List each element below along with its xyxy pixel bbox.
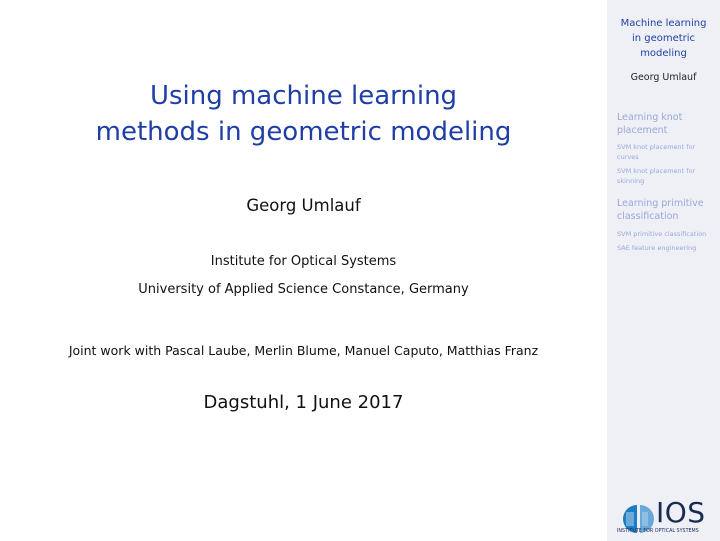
slide-title-line-2: methods in geometric modeling xyxy=(95,117,512,147)
slide-date: Dagstuhl, 1 June 2017 xyxy=(203,392,404,413)
logo-subtitle: INSTITUTE FOR OPTICAL SYSTEMS xyxy=(617,529,699,534)
slide-institute: Institute for Optical Systems xyxy=(210,254,397,269)
sidebar xyxy=(607,0,720,541)
sidebar-subsection-sae-feature-engineering[interactable] xyxy=(617,243,717,253)
slide-author: Georg Umlauf xyxy=(246,196,361,215)
sidebar-section-line: classification xyxy=(617,211,679,222)
sidebar-title-line: modeling xyxy=(640,48,687,59)
sidebar-subsection-line: SVM knot placement for xyxy=(617,143,696,151)
sidebar-subsection-line: SAE feature engineering xyxy=(617,244,697,252)
slide-university: University of Applied Science Constance, Germany xyxy=(138,282,469,297)
sidebar-section-line: Learning primitive xyxy=(617,198,704,209)
logo-text: IOS xyxy=(656,496,706,529)
sidebar-subsection-line: SVM primitive classification xyxy=(617,230,707,238)
sidebar-section-learning-primitive-classification[interactable] xyxy=(617,197,717,223)
slide-title-line-1: Using machine learning xyxy=(149,81,458,111)
sidebar-title-line: in geometric xyxy=(631,33,696,44)
sidebar-title[interactable] xyxy=(607,16,720,61)
sidebar-section-learning-knot-placement[interactable] xyxy=(617,111,717,137)
sidebar-subsection-svm-knot-curves[interactable] xyxy=(617,142,717,162)
sidebar-subsection-svm-knot-skinning[interactable] xyxy=(617,166,717,186)
sidebar-section-line: placement xyxy=(617,125,668,136)
sidebar-title-line: Machine learning xyxy=(620,18,707,29)
slide-joint-work: Joint work with Pascal Laube, Merlin Blume, Manuel Caputo, Matthias Franz xyxy=(68,343,539,358)
sidebar-subsection-line: skinning xyxy=(617,177,645,185)
slide-title xyxy=(0,78,607,150)
sidebar-section-line: Learning knot xyxy=(617,112,683,123)
sidebar-subsection-svm-primitive-classification[interactable] xyxy=(617,229,717,239)
sidebar-subsection-line: SVM knot placement for xyxy=(617,167,696,175)
sidebar-subsection-line: curves xyxy=(617,153,639,161)
sidebar-author[interactable]: Georg Umlauf xyxy=(630,72,697,83)
